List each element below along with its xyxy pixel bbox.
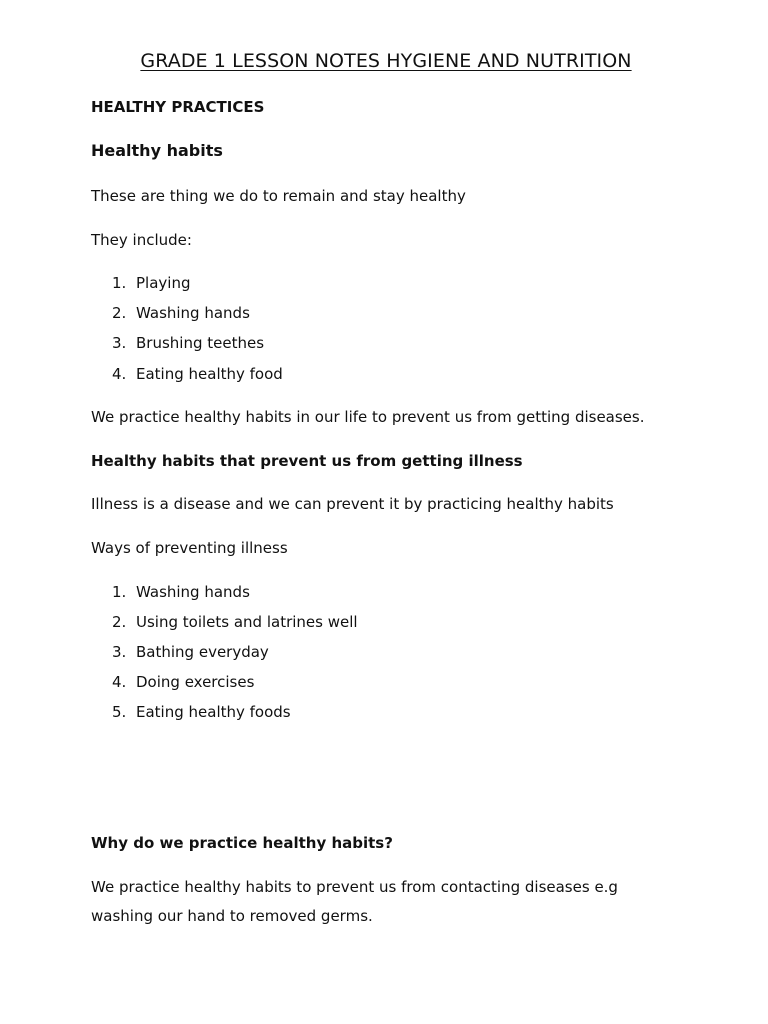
list-item-number: 4. — [112, 365, 127, 383]
list-item-text: Using toilets and latrines well — [136, 613, 358, 631]
list-item-number: 4. — [112, 673, 127, 691]
list-item-number: 3. — [112, 643, 127, 661]
section-heading: HEALTHY PRACTICES — [91, 98, 265, 116]
list-item-text: Washing hands — [136, 304, 250, 322]
list-item-number: 1. — [112, 583, 127, 601]
why-practice-heading: Why do we practice healthy habits? — [91, 834, 393, 852]
list-item-text: Brushing teethes — [136, 334, 265, 352]
list-item-number: 2. — [112, 304, 127, 322]
list-item-number: 2. — [112, 613, 127, 631]
list-item-text: Doing exercises — [136, 673, 255, 691]
prevent-illness-intro: Ways of preventing illness — [91, 539, 288, 557]
prevent-illness-heading: Healthy habits that prevent us from getting illness — [91, 452, 523, 470]
list-item-number: 3. — [112, 334, 127, 352]
list-item-text: Eating healthy food — [136, 365, 283, 383]
list-item-text: Playing — [136, 274, 191, 292]
healthy-habits-summary: We practice healthy habits in our life to prevent us from getting diseases. — [91, 408, 645, 426]
list-item-text: Bathing everyday — [136, 643, 269, 661]
list-item-text: Eating healthy foods — [136, 703, 291, 721]
page-title: GRADE 1 LESSON NOTES HYGIENE AND NUTRITION — [140, 50, 632, 72]
healthy-habits-intro: They include: — [91, 231, 192, 249]
healthy-habits-heading: Healthy habits — [91, 141, 223, 160]
list-item-number: 1. — [112, 274, 127, 292]
why-practice-answer-line2: washing our hand to removed germs. — [91, 907, 373, 925]
list-item-text: Washing hands — [136, 583, 250, 601]
list-item-number: 5. — [112, 703, 127, 721]
healthy-habits-definition: These are thing we do to remain and stay healthy — [91, 187, 466, 205]
why-practice-answer-line1: We practice healthy habits to prevent us from contacting diseases e.g — [91, 878, 618, 896]
prevent-illness-definition: Illness is a disease and we can prevent it by practicing healthy habits — [91, 495, 614, 513]
